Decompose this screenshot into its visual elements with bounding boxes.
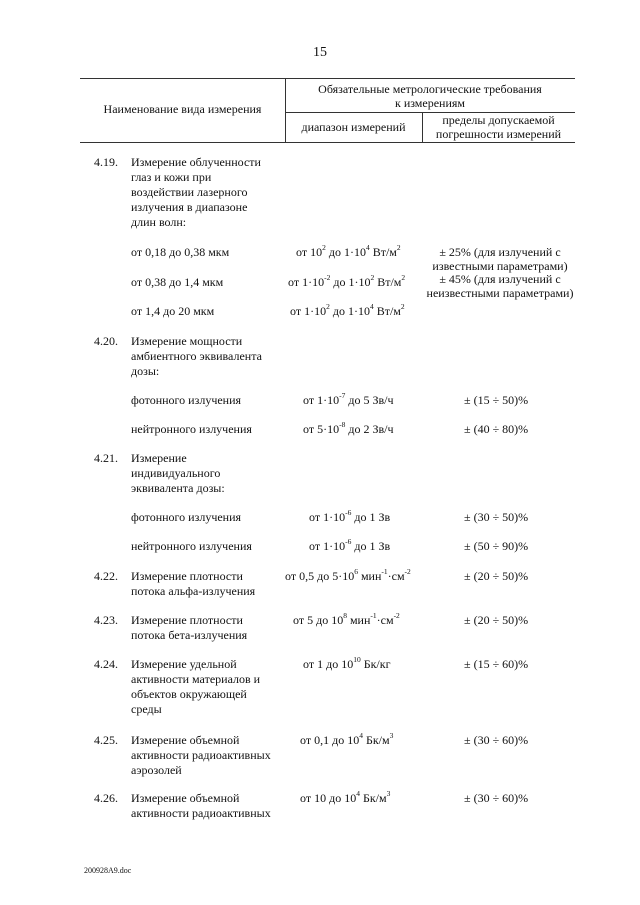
item-title: Измерение мощности амбиентного эквивалента дозы: xyxy=(131,334,262,378)
header-top-rule xyxy=(80,78,575,79)
item-number: 4.23. xyxy=(94,613,118,627)
range-value: от 10 до $10^4$ $Бк/м^3$ xyxy=(300,789,391,805)
item-number: 4.20. xyxy=(94,334,118,348)
limit-value: ± (40 ÷ 80)% xyxy=(464,422,529,436)
limit-value: ± (30 ÷ 60)% xyxy=(464,791,529,805)
limit-value: ± (20 ÷ 50)% xyxy=(464,613,529,627)
footer-filename: 200928A9.doc xyxy=(84,866,132,875)
range-value: от 5 до $10^8$ $мин^{-1}\cdot см^{-2}$ xyxy=(293,611,400,627)
range-value: от $1\cdot 10^{-6}$ до 1 Зв xyxy=(309,508,391,524)
range-value: от $1\cdot 10^{-6}$ до 1 Зв xyxy=(309,537,391,553)
header-limits-line1: пределы допускаемой xyxy=(442,113,555,127)
range-value: от 0,5 до $5\cdot 10^6$ $мин^{-1}\cdot см^{-2}$ xyxy=(285,567,411,583)
sub-row-label: нейтронного излучения xyxy=(131,422,252,436)
range-value: от $1\cdot 10^{-2}$ до $1\cdot 10^2$ $Вт/м^2$ xyxy=(288,273,406,289)
sub-row-label: от 0,18 до 0,38 мкм xyxy=(131,245,230,259)
item-number: 4.25. xyxy=(94,733,118,747)
item-title: Измерение индивидуального эквивалента дозы: xyxy=(131,451,225,495)
sub-row-label: нейтронного излучения xyxy=(131,539,252,553)
header-limits-line2: погрешности измерений xyxy=(435,127,562,141)
item-title: Измерение плотности потока бета-излучения xyxy=(131,613,248,642)
range-value: от $5\cdot 10^{-8}$ до 2 Зв/ч xyxy=(303,420,394,436)
header-range-column: диапазон измерений xyxy=(301,120,406,134)
item-number: 4.22. xyxy=(94,569,118,583)
item-number: 4.19. xyxy=(94,155,118,169)
item-number: 4.26. xyxy=(94,791,118,805)
sub-row-label: фотонного излучения xyxy=(131,510,242,524)
item-title: Измерение облученности глаз и кожи при воздействии лазерного излучения в диапазоне длин волн: xyxy=(131,155,261,229)
sub-row-label: от 1,4 до 20 мкм xyxy=(131,304,215,318)
sub-row-label: фотонного излучения xyxy=(131,393,242,407)
sub-row-label: от 0,38 до 1,4 мкм xyxy=(131,275,224,289)
header-requirements-line2: к измерениям xyxy=(394,96,466,110)
limit-value: ± (50 ÷ 90)% xyxy=(464,539,529,553)
limit-value: ± (20 ÷ 50)% xyxy=(464,569,529,583)
range-value: от $1\cdot 10^{-7}$ до 5 Зв/ч xyxy=(303,391,394,407)
limit-value: ± (15 ÷ 50)% xyxy=(464,393,529,407)
range-value: от $10^2$ до $1\cdot 10^4$ $Вт/м^2$ xyxy=(296,243,401,259)
limit-value: ± (30 ÷ 50)% xyxy=(464,510,529,524)
item-title: Измерение объемной активности радиоактивных xyxy=(131,791,271,820)
item-title: Измерение удельной активности материалов и объектов окружающей среды xyxy=(131,657,261,716)
item-number: 4.24. xyxy=(94,657,118,671)
limit-value: ± (30 ÷ 60)% xyxy=(464,733,529,747)
range-value: от 0,1 до $10^4$ $Бк/м^3$ xyxy=(300,731,394,747)
range-value: от 1 до $10^{10}$ Бк/кг xyxy=(303,655,391,671)
header-name-column: Наименование вида измерения xyxy=(103,102,262,116)
item-title: Измерение объемной активности радиоактивных аэрозолей xyxy=(131,733,271,777)
limit-value: ± 25% (для излучений с известными параметрами) ± 45% (для излучений с неизвестными параметрами) xyxy=(426,245,574,300)
header-bottom-rule xyxy=(80,142,575,143)
page-number: 15 xyxy=(313,45,327,60)
range-value: от $1\cdot 10^2$ до $1\cdot 10^4$ $Вт/м^2$ xyxy=(290,302,405,318)
limit-value: ± (15 ÷ 60)% xyxy=(464,657,529,671)
item-number: 4.21. xyxy=(94,451,118,465)
item-title: Измерение плотности потока альфа-излучения xyxy=(131,569,256,598)
header-requirements-line1: Обязательные метрологические требования xyxy=(318,82,542,96)
